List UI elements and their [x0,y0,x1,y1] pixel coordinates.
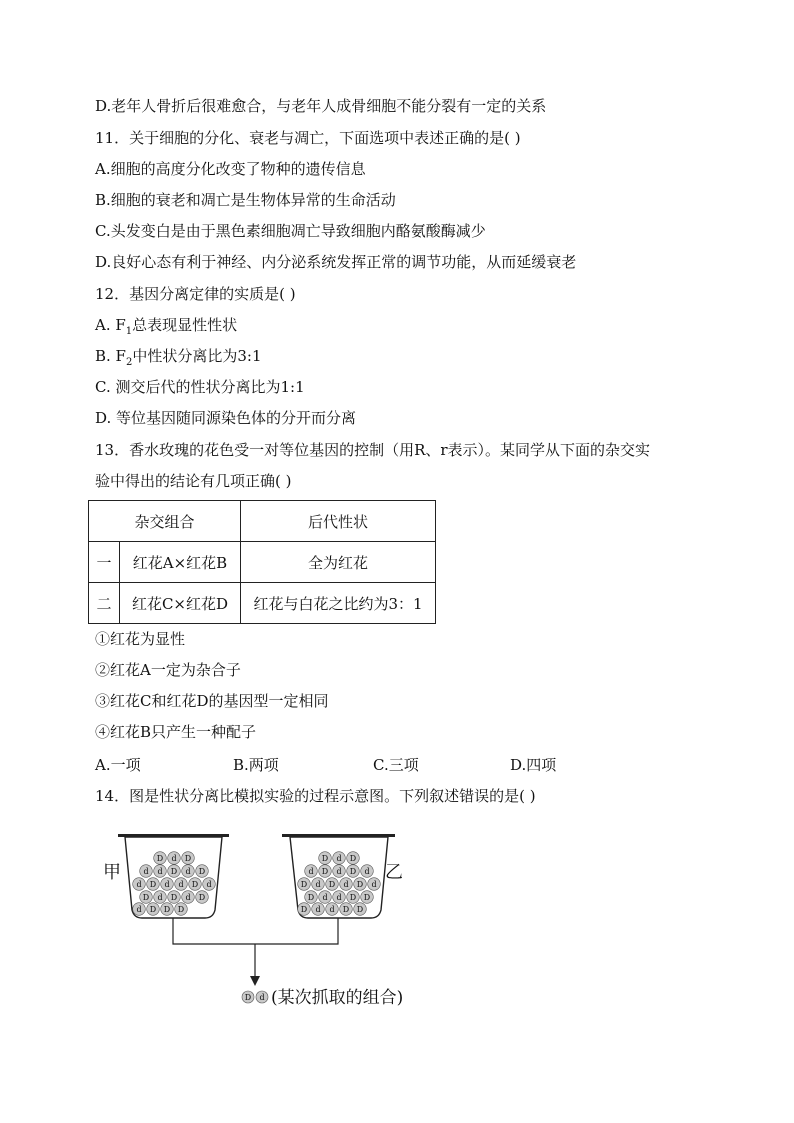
header-offspring-trait: 后代性状 [241,501,436,542]
allele-ball-label: d [329,905,335,914]
allele-ball-label: d [178,880,184,889]
row-result: 红花与白花之比约为3：1 [241,583,436,624]
allele-ball-label: d [336,867,342,876]
allele-ball-label: d [322,893,328,902]
allele-ball-label: D [356,905,364,914]
allele-ball-label: D [342,905,350,914]
allele-ball-label: d [308,867,314,876]
allele-ball-label: D [321,854,329,863]
allele-ball-label: D [321,867,329,876]
allele-ball-label: D [149,905,157,914]
row-cross: 红花C×红花D [120,583,241,624]
allele-ball-label: d [315,905,321,914]
allele-ball-label: D [170,867,178,876]
allele-ball-label: d [336,854,342,863]
allele-ball-label: d [157,867,163,876]
allele-ball-label: d [364,867,370,876]
allele-ball-label: d [136,905,142,914]
question-11-option-a: A.细胞的高度分化改变了物种的遗传信息 [95,160,366,178]
right-cup-label: 乙 [385,862,403,883]
statement-1: ①红花为显性 [95,630,186,648]
question-12-option-b: B. $F_2$中性状分离比为3:1 [95,347,262,368]
allele-ball-label: D [198,893,206,902]
allele-ball-label: d [164,880,170,889]
question-13-option-c: C.三项 [373,756,419,774]
allele-ball-label: D [184,854,192,863]
row-result: 全为红花 [241,542,436,583]
allele-ball-label: D [328,880,336,889]
question-11-option-d: D.良好心态有利于神经、内分泌系统发挥正常的调节功能，从而延缓衰老 [95,253,577,271]
allele-ball-label: d [157,893,163,902]
question-12-option-a: A. $F_1$总表现显性性状 [95,316,238,337]
option-d-previous: D.老年人骨折后很难愈合，与老年人成骨细胞不能分裂有一定的关系 [95,97,547,115]
picked-ball-label: d [259,993,265,1002]
allele-ball-label: d [185,893,191,902]
statement-4: ④红花B只产生一种配子 [95,723,257,741]
picked-ball-label: D [244,993,252,1002]
question-12-stem: 12．基因分离定律的实质是( ) [95,285,296,303]
allele-ball-label: D [307,893,315,902]
allele-ball-label: d [136,880,142,889]
question-12-option-c: C. 测交后代的性状分离比为1:1 [95,378,305,396]
allele-ball-label: D [356,880,364,889]
allele-ball-label: D [198,867,206,876]
figure-caption: (某次抓取的组合) [271,988,404,1008]
allele-ball-label: d [143,867,149,876]
allele-ball-label: D [349,867,357,876]
row-cross: 红花A×红花B [120,542,241,583]
statement-2: ②红花A一定为杂合子 [95,661,241,679]
allele-ball-label: D [349,854,357,863]
question-13-option-b: B.两项 [233,756,279,774]
allele-ball-label: D [163,905,171,914]
connector-lines [173,918,338,944]
question-13-stem-line1: 13．香水玫瑰的花色受一对等位基因的控制（用R、r表示）。某同学从下面的杂交实 [95,441,651,459]
left-cup-label: 甲 [103,862,121,883]
row-number: 二 [89,583,120,624]
question-13-option-d: D.四项 [510,756,557,774]
question-11-stem: 11．关于细胞的分化、衰老与凋亡，下面选项中表述正确的是( ) [95,129,521,147]
allele-ball-label: d [171,854,177,863]
allele-ball-label: D [142,893,150,902]
allele-ball-label: d [336,893,342,902]
question-12-option-d: D. 等位基因随同源染色体的分开而分离 [95,409,357,427]
allele-ball-label: d [185,867,191,876]
allele-ball-label: D [177,905,185,914]
allele-ball-label: d [371,880,377,889]
arrow-head [250,976,260,986]
statement-3: ③红花C和红花D的基因型一定相同 [95,692,329,710]
allele-ball-label: D [149,880,157,889]
question-11-option-c: C.头发变白是由于黑色素细胞凋亡导致细胞内酪氨酸酶减少 [95,222,486,240]
allele-ball-label: D [156,854,164,863]
question-13-stem-line2: 验中得出的结论有几项正确( ) [95,472,292,490]
allele-ball-label: d [315,880,321,889]
row-number: 一 [89,542,120,583]
allele-ball-label: D [300,905,308,914]
question-14-stem: 14．图是性状分离比模拟实验的过程示意图。下列叙述错误的是( ) [95,787,536,805]
allele-ball-label: d [343,880,349,889]
question-11-option-b: B.细胞的衰老和凋亡是生物体异常的生命活动 [95,191,396,209]
header-cross-combination: 杂交组合 [89,501,241,542]
allele-ball-label: D [170,893,178,902]
allele-ball-label: D [363,893,371,902]
question-13-option-a: A.一项 [95,756,141,774]
allele-ball-label: D [191,880,199,889]
allele-ball-label: D [349,893,357,902]
allele-ball-label: D [300,880,308,889]
allele-ball-label: d [206,880,212,889]
